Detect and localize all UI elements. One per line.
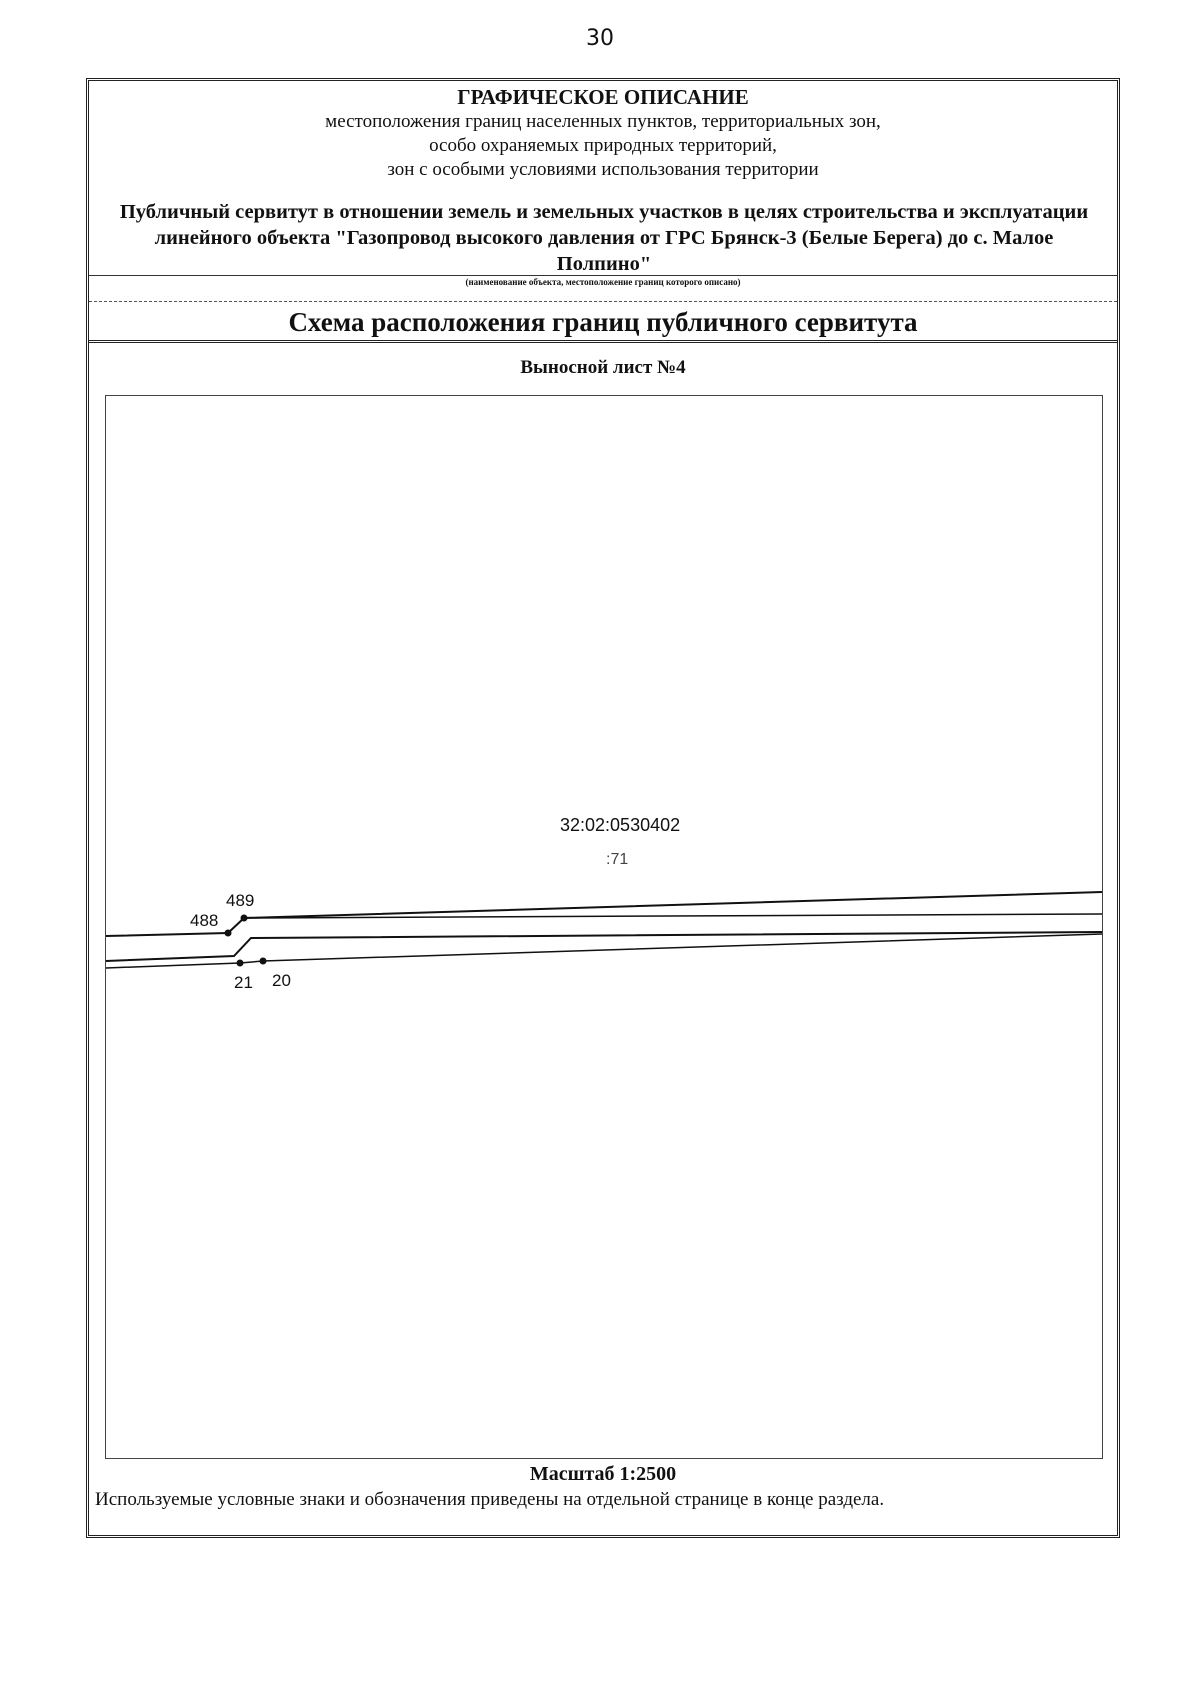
point-label-488: 488 [190, 911, 219, 930]
boundary-point-489 [241, 915, 248, 922]
parcel-number-label: :71 [606, 851, 629, 868]
object-name: Публичный сервитут в отношении земель и земельных участков в целях строительства и эксплуатации линейного объекта "Газопровод высокого давления от ГРС Брянск-3 (Белые Берега) до с. Малое Полпино" [119, 201, 1089, 275]
header-block [89, 81, 1117, 343]
boundary-point-20 [260, 958, 267, 965]
page-number: 30 [586, 26, 614, 51]
subtitle-line-3: зон с особыми условиями использования территории [387, 159, 819, 180]
map-frame [105, 395, 1103, 1459]
servitude-boundary-middle [106, 932, 1102, 961]
point-label-489: 489 [226, 891, 255, 910]
sheet-label: Выносной лист №4 [520, 357, 686, 378]
caption-rule [89, 275, 1117, 276]
document-sheet [86, 78, 1120, 1538]
servitude-boundary-lower [106, 934, 1102, 968]
point-label-20: 20 [272, 971, 291, 990]
point-label-21: 21 [234, 973, 253, 992]
document-title: ГРАФИЧЕСКОЕ ОПИСАНИЕ [457, 85, 749, 109]
legend-note: Используемые условные знаки и обозначения приведены на отдельной странице в конце раздела. [95, 1489, 885, 1510]
subtitle-line-1: местоположения границ населенных пунктов, территориальных зон, [325, 111, 881, 132]
dashed-rule [89, 301, 1117, 302]
scale-label: Масштаб 1:2500 [529, 1463, 677, 1485]
map-drawing [106, 396, 1102, 1458]
subtitle-line-2: особо охраняемых природных территорий, [429, 135, 777, 156]
scheme-title: Схема расположения границ публичного сервитута [288, 307, 918, 337]
boundary-point-488 [225, 930, 232, 937]
cadastral-block-label: 32:02:0530402 [560, 815, 681, 835]
boundary-point-21 [237, 960, 244, 967]
object-caption: (наименование объекта, местоположение границ которого описано) [465, 277, 741, 287]
